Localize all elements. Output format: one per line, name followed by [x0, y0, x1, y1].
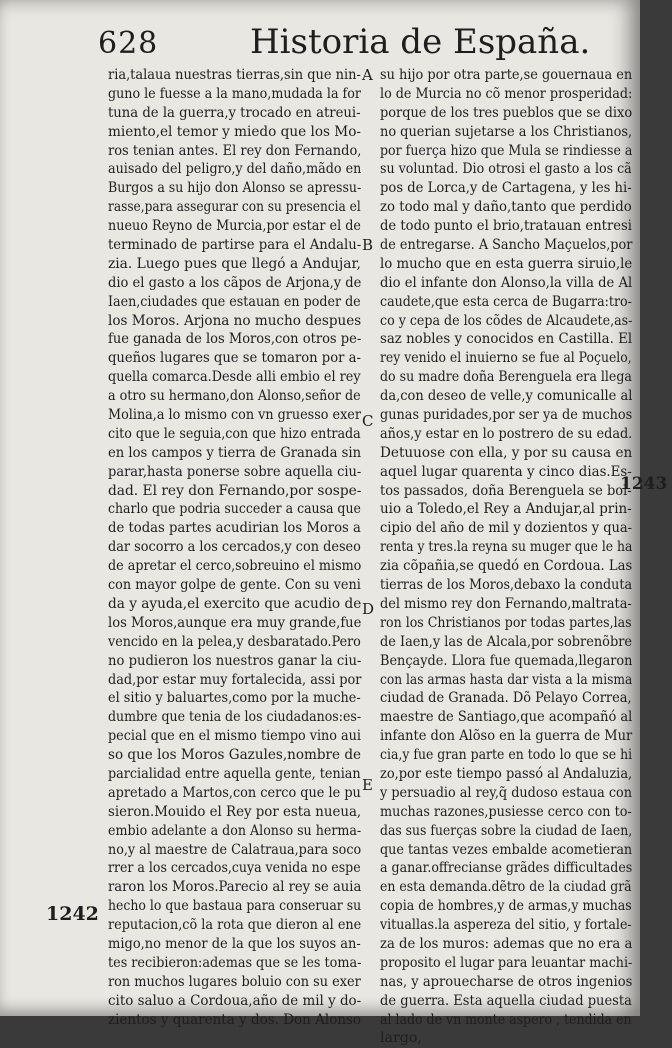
text-line: años,y estar en lo postrero de su edad.: [380, 425, 633, 442]
text-line: dar socorro a los cercados,y con deseo: [108, 539, 361, 556]
text-line: no querian sujetarse a los Christianos,: [380, 123, 633, 140]
text-line: ria,talaua nuestras tierras,sin que nin-: [108, 67, 361, 83]
text-line: los Moros. Arjona no mucho despues: [108, 312, 362, 329]
margin-year-left: 1242: [46, 903, 99, 925]
text-line: rrer a los cercados,cuya venida no espe: [108, 860, 361, 877]
text-line: hecho lo que bastaua para conseruar su: [108, 898, 362, 915]
text-line: y persuadio al rey,q̃ dudoso estaua con: [380, 784, 632, 801]
text-line: zientos y quarenta y dos. Don Alonso: [108, 1011, 362, 1028]
text-line: de todas partes acudirian los Moros a: [108, 520, 361, 537]
page-number: 628: [98, 26, 159, 61]
text-line: charlo que podria succeder a causa que: [108, 501, 361, 518]
text-line: zia. Luego pues que llegó a Andujar,: [108, 255, 361, 272]
text-line: Iaen,ciudades que estauan en poder de: [108, 293, 361, 310]
text-line: das sus fuerças sobre la ciudad de Iaen,: [380, 822, 633, 839]
text-line: saz nobles y conocidos en Castilla. El: [380, 331, 633, 348]
text-line: infante don Alõso en la guerra de Mur: [380, 728, 633, 745]
text-line: su hijo por otra parte,se gouernaua en: [380, 67, 633, 83]
text-line: parar,hasta ponerse sobre aquella ciu-: [108, 463, 362, 480]
text-line: nas, y aprouecharse de otros ingenios: [380, 973, 633, 990]
text-line: so que los Moros Gazules,nombre de: [108, 747, 362, 764]
text-line: cito saluo a Cordoua,año de mil y do-: [108, 992, 362, 1009]
text-line: gunas puridades,por ser ya de muchos: [380, 407, 633, 424]
running-title: Historia de España.: [250, 22, 591, 62]
text-line: ciudad de Granada. Dõ Pelayo Correa,: [380, 690, 632, 707]
text-line: de entregarse. A Sancho Maçuelos,por: [380, 237, 633, 254]
text-line: rasse,para assegurar con su presencia el: [108, 199, 361, 216]
text-line: embio adelante a don Alonso su herma-: [108, 822, 362, 839]
text-line: que tantas vezes embalde acometieran: [380, 841, 633, 858]
text-line: rey venido el inuierno se fue al Poçuelo,: [380, 350, 632, 367]
text-line: a ganar.offrecianse grãdes difficultades: [380, 860, 633, 877]
text-line: porque de los tres pueblos que se dixo: [380, 104, 633, 121]
text-line: dumbre que tenia de los ciudadanos:es-: [108, 709, 362, 726]
text-line: con mayor golpe de gente. Con su veni: [108, 577, 361, 594]
text-line: zo,por este tiempo passó al Andaluzia,: [380, 765, 633, 782]
text-line: caudete,que esta cerca de Bugarra:tro-: [380, 293, 632, 310]
text-line: de todo punto el brio,tratauan entresi: [380, 218, 632, 235]
text-line: los Moros,aunque era muy grande,fue: [108, 614, 362, 631]
text-line: el sitio y baluartes,como por la muche-: [108, 690, 361, 707]
text-line: vituallas.la aspereza del sitio, y fortale-: [380, 917, 632, 934]
text-line: da y ayuda,el exercito que acudio de: [108, 595, 362, 612]
section-marker-e: E: [362, 776, 373, 794]
text-line: largo,: [380, 1030, 422, 1047]
text-line: fue ganada de los Moros,con otros pe-: [108, 331, 362, 348]
page-header: [90, 18, 591, 66]
text-line: sieron.Mouido el Rey por esta nueua,: [108, 803, 362, 820]
text-line: uio a Toledo,el Rey a Andujar,al prin-: [380, 501, 632, 518]
text-line: nueuo Reyno de Murcia,por estar el de: [108, 218, 361, 235]
text-line: zo todo mal y daño,tanto que perdido: [380, 199, 632, 216]
text-line: aquel lugar quarenta y cinco dias.Es-: [380, 463, 632, 480]
text-line: dad,por estar muy fortalecida, assi por: [108, 671, 362, 688]
text-line: de guerra. Esta aquella ciudad puesta: [380, 992, 632, 1009]
text-line: vencido en la pelea,y desbaratado.Pero: [108, 633, 361, 650]
text-line: ron los Christianos por todas partes,las: [380, 614, 632, 631]
text-line: en esta demanda.dẽtro de la ciudad grã: [380, 879, 632, 896]
text-line: del mismo rey don Fernando,maltrata-: [380, 595, 632, 612]
margin-year-right: 1243: [620, 474, 668, 494]
section-marker-c: C: [362, 412, 374, 430]
section-marker-b: B: [362, 236, 374, 254]
text-line: en los campos y tierra de Granada sin: [108, 444, 362, 461]
text-line: do su madre doña Berenguela era llega: [380, 369, 632, 386]
text-line: Molina,a lo mismo con vn gruesso exer: [108, 407, 361, 424]
text-line: ros tenian antes. El rey don Fernando,: [108, 142, 362, 159]
text-line: proposito el lugar para leuantar machi-: [380, 954, 633, 971]
text-line: muchas razones,pusiesse cerco con to-: [380, 803, 632, 820]
text-line: migo,no menor de la que los suyos an-: [108, 935, 361, 952]
text-line: da,con deseo de velle,y comunicalle al: [380, 388, 633, 405]
text-line: de Iaen,y las de Alcala,por sobrenõbre: [380, 633, 633, 650]
text-line: Burgos a su hijo don Alonso se apressu-: [108, 180, 362, 197]
text-line: tos passados, doña Berenguela se bol-: [380, 482, 632, 499]
text-line: guno le fuesse a la mano,mudada la for: [108, 85, 361, 102]
text-line: terminado de partirse para el Andalu-: [108, 237, 362, 254]
text-line: co y cepa de los cõdes de Alcaudete,as-: [380, 312, 633, 329]
text-line: al lado de vn monte aspero , tendida en: [380, 1011, 632, 1028]
text-line: por fuerça hizo que Mula se rindiesse a: [380, 142, 633, 159]
right-column: [380, 66, 632, 1048]
text-line: Bençayde. Llora fue quemada,llegaron: [380, 652, 633, 669]
text-line: dio el gasto a los cãpos de Arjona,y de: [108, 274, 362, 291]
text-line: dio el infante don Alonso,la villa de Al: [380, 274, 633, 291]
text-line: pos de Lorca,y de Cartagena, y les hi-: [380, 180, 632, 197]
text-line: no pudieron los nuestros ganar la ciu-: [108, 652, 362, 669]
text-line: cia,y fue gran parte en todo lo que se hi: [380, 747, 633, 764]
text-line: de apretar el cerco,sobreuino el mismo: [108, 558, 362, 575]
text-line: cito que le seguia,con que hizo entrada: [108, 425, 361, 442]
text-line: su voluntad. Dio otrosi el gasto a los cã: [380, 161, 632, 178]
text-line: tierras de los Moros,debaxo la conduta: [380, 577, 633, 594]
text-line: raron los Moros.Parecio al rey se auia: [108, 879, 362, 896]
text-line: queños lugares que se tomaron por a-: [108, 350, 361, 367]
left-column: [108, 66, 361, 1029]
text-line: ron muchos lugares boluio con su exer: [108, 973, 361, 990]
text-line: Detuuose con ella, y por su causa en: [380, 444, 633, 461]
text-line: miento,el temor y miedo que los Mo-: [108, 123, 362, 140]
section-marker-a: A: [362, 66, 373, 84]
text-line: con las armas hasta dar vista a la misma: [380, 671, 633, 688]
text-line: reputacion,cõ la rota que dieron al ene: [108, 917, 362, 934]
text-line: zia cõpañia,se quedó en Cordoua. Las: [380, 558, 633, 575]
text-line: za de los muros: ademas que no era a: [380, 935, 633, 952]
text-line: parcialidad entre aquella gente, tenian: [108, 765, 361, 782]
text-line: tes recibieron:ademas que se les toma-: [108, 954, 362, 971]
text-line: a otro su hermano,don Alonso,señor de: [108, 388, 361, 405]
text-line: cipio del año de mil y dozientos y qua-: [380, 520, 633, 537]
text-line: auisado del peligro,y del daño,mãdo en: [108, 161, 362, 178]
section-marker-d: D: [362, 600, 375, 618]
text-line: renta y tres.la reyna su muger que le ha: [380, 539, 633, 556]
text-line: tuna de la guerra,y trocado en atreui-: [108, 104, 361, 121]
text-line: lo mucho que en esta guerra siruio,le: [380, 255, 633, 272]
text-line: maestre de Santiago,que acompañó al: [380, 709, 633, 726]
text-line: pecial que en el mismo tiempo vino aui: [108, 728, 361, 745]
text-line: apretado a Martos,con cerco que le pu: [108, 784, 361, 801]
text-line: quella comarca.Desde alli embio el rey: [108, 369, 361, 386]
text-line: no,y al maestre de Calatraua,para soco: [108, 841, 362, 858]
text-line: dad. El rey don Fernando,por sospe-: [108, 482, 362, 499]
text-line: copia de hombres,y de armas,y muchas: [380, 898, 632, 915]
text-line: lo de Murcia no cõ menor prosperidad:: [380, 85, 633, 102]
